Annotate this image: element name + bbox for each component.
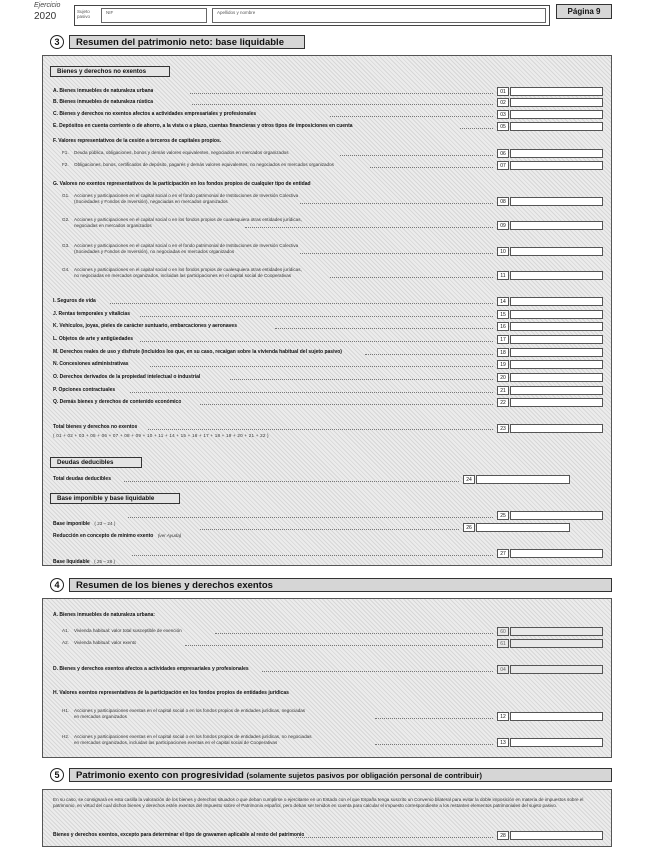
11-dots: [330, 277, 493, 278]
16-label: K. Vehículos, joyas, pieles de carácter suntuario, embarcaciones y aeronaves: [53, 323, 237, 329]
bl-formula: ( 25 – 26 ): [94, 559, 116, 564]
box-10-code: 10: [497, 247, 509, 256]
19-dots: [150, 366, 493, 367]
box-60-code: 60: [497, 627, 509, 636]
s5-row-dots: [296, 837, 493, 838]
box-13-value[interactable]: [510, 738, 603, 747]
box-02-value[interactable]: [510, 98, 603, 107]
section-4-number: 4: [50, 578, 64, 592]
17-label: L. Objetos de arte y antigüedades: [53, 336, 134, 342]
box-05-code: 05: [497, 122, 509, 131]
ejercicio-value: 2020: [34, 11, 57, 22]
page-number: Página 9: [556, 4, 612, 19]
05-label: E. Depósitos en cuenta corriente o de ahorro, a la vista o a plazo, cuentas financieras y otros tipos de imposiciones en cuenta: [53, 123, 353, 129]
box-13-code: 13: [497, 738, 509, 747]
bi-dots: [128, 517, 493, 518]
20-dots: [230, 379, 493, 380]
box-61-code: 61: [497, 639, 509, 648]
07-prefix: F2.: [62, 162, 69, 167]
08-dots: [300, 203, 493, 204]
total-bienes-label: Total bienes y derechos no exentos: [53, 424, 138, 430]
box-22-code: 22: [497, 398, 509, 407]
21-label: P. Opciones contractuales: [53, 387, 116, 393]
box-24-value[interactable]: [476, 475, 570, 484]
sujeto-pasivo-label: Sujeto pasivo: [77, 9, 91, 19]
box-19-code: 19: [497, 360, 509, 369]
12-dots: [375, 718, 493, 719]
box-27-code: 27: [497, 549, 509, 558]
subhead-deudas: Deudas deducibles: [50, 457, 142, 468]
box-24-code: 24: [463, 475, 475, 484]
bi-formula: ( 23 – 24 ): [94, 521, 116, 526]
03-label: C. Bienes y derechos no exentos afectos a actividades empresariales y profesionales: [53, 111, 257, 117]
box-28-value[interactable]: [510, 831, 603, 840]
box-21-value[interactable]: [510, 386, 603, 395]
box-08-value[interactable]: [510, 197, 603, 206]
box-26-value[interactable]: [476, 523, 570, 532]
box-05-value[interactable]: [510, 122, 603, 131]
box-12-code: 12: [497, 712, 509, 721]
box-60-value: [510, 627, 603, 636]
01-dots: [190, 93, 493, 94]
box-25-value[interactable]: [510, 511, 603, 520]
13-label-1: Acciones y participaciones exentas en el capital social o en los fondos propios de entidades jurídicas, no negociadas: [74, 734, 312, 739]
box-17-code: 17: [497, 335, 509, 344]
22-dots: [200, 404, 493, 405]
08-prefix: G1.: [62, 193, 70, 198]
h-heading: H. Valores exentos representativos de la participación en los fondos propios de entidades jurídicas: [53, 690, 289, 696]
total-bienes-formula: ( 01 + 02 + 03 + 05 + 06 + 07 + 08 + 09 + 10 + 11 + 14 + 15 + 16 + 17 + 18 + 19 + 20 + 21 + 22 ): [53, 433, 269, 438]
deudas-dots: [124, 481, 459, 482]
box-20-code: 20: [497, 373, 509, 382]
deudas-label: Total deudas deducibles: [53, 476, 111, 482]
box-19-value[interactable]: [510, 360, 603, 369]
box-01-value[interactable]: [510, 87, 603, 96]
red-note: (ver Ayuda): [157, 533, 182, 538]
box-09-code: 09: [497, 221, 509, 230]
nif-label: NIF: [106, 10, 114, 15]
02-label: B. Bienes inmuebles de naturaleza rústica: [53, 99, 154, 105]
subhead-base: Base imponible y base liquidable: [50, 493, 180, 504]
06-prefix: F1.: [62, 150, 69, 155]
box-16-code: 16: [497, 322, 509, 331]
box-25-code: 25: [497, 511, 509, 520]
07-dots: [370, 167, 493, 168]
61-label: Vivienda habitual: valor exento: [74, 640, 137, 645]
08-label-2: (Sociedades y Fondos de Inversión), negociadas en mercados organizados: [74, 199, 228, 204]
box-04-value: [510, 665, 603, 674]
box-11-code: 11: [497, 271, 509, 280]
06-dots: [340, 155, 493, 156]
box-28-code: 28: [497, 831, 509, 840]
box-23-value[interactable]: [510, 424, 603, 433]
section-4-title: Resumen de los bienes y derechos exentos: [69, 578, 612, 592]
a-heading: A. Bienes inmuebles de naturaleza urbana:: [53, 612, 155, 618]
bi-label: Base imponible: [53, 521, 90, 527]
box-03-code: 03: [497, 110, 509, 119]
17-dots: [140, 341, 493, 342]
05-dots: [460, 128, 493, 129]
box-12-value[interactable]: [510, 712, 603, 721]
section-5-title: [69, 768, 612, 782]
15-dots: [140, 316, 493, 317]
red-dots: [200, 529, 459, 530]
box-08-code: 08: [497, 197, 509, 206]
bl-row: [53, 550, 115, 568]
box-01-code: 01: [497, 87, 509, 96]
box-17-value[interactable]: [510, 335, 603, 344]
section-5-text: En su caso, se consignará en esta casilla la valoración de los bienes y derechos situados o que deban cumplirse o ejercitarse en un Estado con el que España tenga suscrito un Convenio bilateral para evitar la doble imposición en materia de impuestos sobre el patrimonio, en virtud del cual dichos bienes y derechos estén exentos del Impuesto sobre el Patrimonio español, pero deban ser tenidos en cuenta para calcular el impuesto correspondiente a los restantes elementos patrimoniales del sujeto pasivo.: [53, 797, 584, 808]
18-dots: [365, 354, 493, 355]
section-5-title-main: Patrimonio exento con progresividad: [76, 770, 244, 781]
g-heading: G. Valores no exentos representativos de la participación en los fondos propios de cualquier tipo de entidad: [53, 181, 311, 187]
total-bienes-dots: [148, 429, 493, 430]
03-dots: [330, 116, 493, 117]
box-26-code: 26: [463, 523, 475, 532]
60-label: Vivienda habitual: valor total susceptible de exención: [74, 628, 182, 633]
red-label: Reducción en concepto de mínimo exento: [53, 533, 154, 539]
box-02-code: 02: [497, 98, 509, 107]
10-prefix: G3.: [62, 243, 70, 248]
07-label: Obligaciones, bonos, certificados de depósito, pagarés y demás valores equivalentes, no negociados en mercados organizados: [74, 162, 334, 167]
15-label: J. Rentas temporales y vitalicias: [53, 311, 130, 317]
bl-label: Base liquidable: [53, 559, 90, 565]
section-3-number: 3: [50, 35, 64, 49]
box-23-code: 23: [497, 424, 509, 433]
box-14-value[interactable]: [510, 297, 603, 306]
02-dots: [192, 104, 493, 105]
09-label-2: negociadas en mercados organizados: [74, 223, 152, 228]
subhead-bienes-no-exentos: Bienes y derechos no exentos: [50, 66, 170, 77]
60-dots: [215, 633, 493, 634]
box-61-value: [510, 639, 603, 648]
d-dots: [262, 671, 493, 672]
section-3-title: Resumen del patrimonio neto: base liquidable: [69, 35, 305, 49]
19-label: N. Concesiones administrativas: [53, 361, 129, 367]
12-prefix: H1.: [62, 708, 70, 713]
red-row: [53, 524, 181, 542]
60-prefix: A1.: [62, 628, 69, 633]
10-dots: [300, 253, 493, 254]
box-03-value[interactable]: [510, 110, 603, 119]
06-label: Deuda pública, obligaciones, bonos y demás valores equivalentes, negociados en mercados organizados: [74, 150, 289, 155]
16-dots: [275, 328, 493, 329]
10-label-1: Acciones y participaciones en el capital social o en el fondo patrimonial de Instituciones de Inversión Colectiva: [74, 243, 299, 248]
09-dots: [245, 227, 493, 228]
61-prefix: A2.: [62, 640, 69, 645]
f-heading: F. Valores representativos de la cesión a terceros de capitales propios.: [53, 138, 222, 144]
ejercicio-label: Ejercicio: [34, 2, 61, 9]
box-18-code: 18: [497, 348, 509, 357]
09-label-1: Acciones y participaciones en el capital social o en los fondos propios de cualesquiera otras entidades jurídicas,: [74, 217, 302, 222]
box-09-value[interactable]: [510, 221, 603, 230]
box-07-code: 07: [497, 161, 509, 170]
21-dots: [130, 392, 493, 393]
14-dots: [110, 303, 493, 304]
box-21-code: 21: [497, 386, 509, 395]
08-label-1: Acciones y participaciones en el capital social o en el fondo patrimonial de Instituciones de Inversión Colectiva: [74, 193, 299, 198]
box-06-value[interactable]: [510, 149, 603, 158]
12-label-1: Acciones y participaciones exentas en el capital social o en los fondos propios de entidades jurídicas, negociadas: [74, 708, 306, 713]
section-5-number: 5: [50, 768, 64, 782]
box-06-code: 06: [497, 149, 509, 158]
09-prefix: G2.: [62, 217, 70, 222]
box-18-value[interactable]: [510, 348, 603, 357]
box-20-value[interactable]: [510, 373, 603, 382]
box-14-code: 14: [497, 297, 509, 306]
nif-field[interactable]: [101, 8, 207, 23]
11-label-2: no negociadas en mercados organizados, incluidas las participaciones en el capital social de Cooperativas: [74, 273, 292, 278]
box-07-value[interactable]: [510, 161, 603, 170]
12-label-2: en mercados organizados: [74, 714, 127, 719]
11-label-1: Acciones y participaciones en el capital social o en los fondos propios de cualesquiera otras entidades jurídicas,: [74, 267, 302, 272]
20-label: O. Derechos derivados de la propiedad intelectual o industrial: [53, 374, 201, 380]
box-15-value[interactable]: [510, 310, 603, 319]
01-label: A. Bienes inmuebles de naturaleza urbana: [53, 88, 154, 94]
22-label: Q. Demás bienes y derechos de contenido económico: [53, 399, 182, 405]
14-label: I. Seguros de vida: [53, 298, 96, 304]
11-prefix: G4.: [62, 267, 70, 272]
box-27-value[interactable]: [510, 549, 603, 558]
box-10-value[interactable]: [510, 247, 603, 256]
section-5-title-note: (solamente sujetos pasivos por obligación personal de contribuir): [246, 771, 482, 780]
13-label-2: en mercados organizados, incluidas las participaciones exentas en el capital social de Cooperativas: [74, 740, 278, 745]
s5-row-label: Bienes y derechos exentos, excepto para determinar el tipo de gravamen aplicable al resto del patrimonio: [53, 832, 305, 838]
box-11-value[interactable]: [510, 271, 603, 280]
d-label: D. Bienes y derechos exentos afectos a actividades empresariales y profesionales: [53, 666, 249, 672]
bl-dots: [132, 555, 493, 556]
apellidos-field[interactable]: [212, 8, 546, 23]
18-label: M. Derechos reales de uso y disfrute (incluidos los que, en su caso, recaigan sobre la vivienda habitual del sujeto pasivo): [53, 349, 342, 355]
13-prefix: H2.: [62, 734, 70, 739]
box-15-code: 15: [497, 310, 509, 319]
box-04-code: 04: [497, 665, 509, 674]
61-dots: [185, 645, 493, 646]
box-16-value[interactable]: [510, 322, 603, 331]
10-label-2: (Sociedades y Fondos de Inversión), no negociadas en mercados organizados: [74, 249, 235, 254]
apellidos-label: Apellidos y nombre: [217, 10, 256, 15]
box-22-value[interactable]: [510, 398, 603, 407]
13-dots: [375, 744, 493, 745]
